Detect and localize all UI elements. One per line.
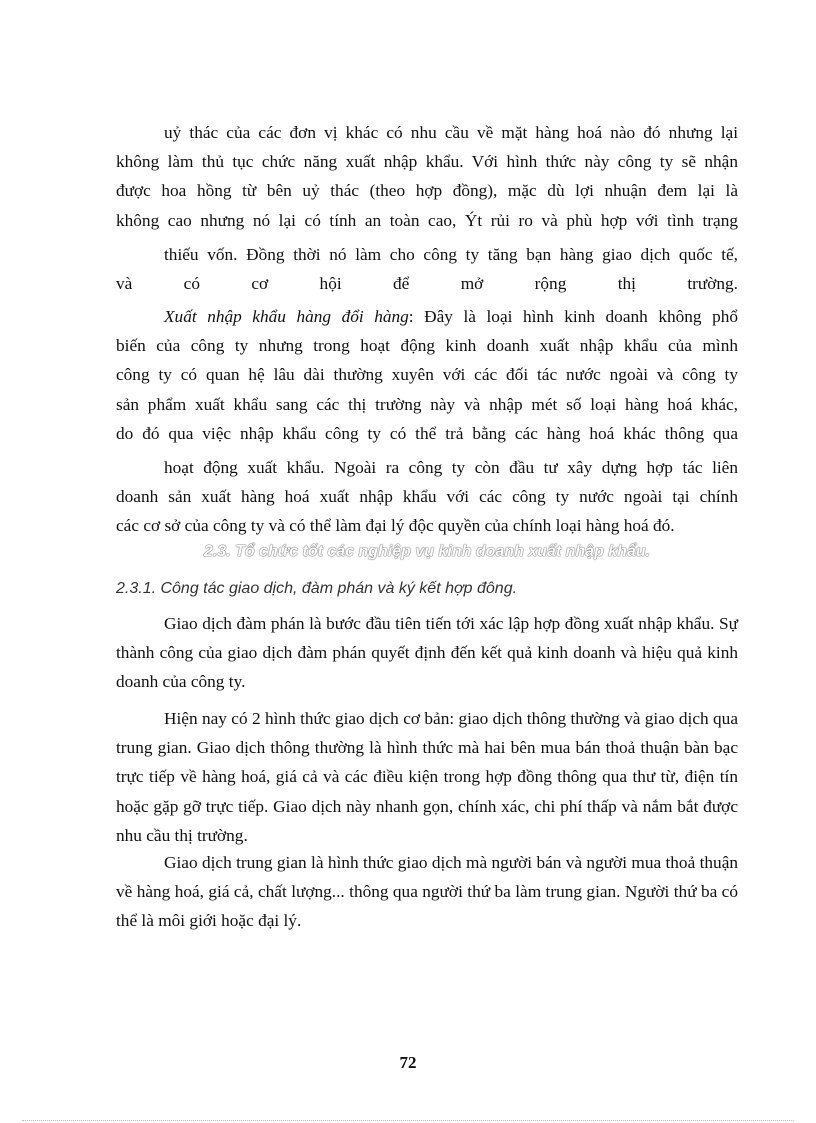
text-line: các cơ sở của công ty và có thể làm đại lý độc quyền của chính loại hàng hoá đó.: [116, 516, 675, 536]
bottom-divider: [22, 1120, 794, 1121]
text-line: do đó qua việc nhập khẩu công ty có thể trả bằng các hàng hoá khác thông qua: [116, 423, 738, 443]
italic-term: Xuất nhập khẩu hàng đổi hàng: [164, 307, 409, 326]
paragraph-text: Hiện nay có 2 hình thức giao dịch cơ bản: giao dịch thông thường và giao dịch qua trung gian. Giao dịch thông thường là hình thức mà hai bên mua bán thoả thuận bàn bạc trực tiếp về hàng hoá, giá cả và các điều kiện trong hợp đồng thông qua thư từ, điện tín hoặc gặp gỡ trực tiếp. Giao dịch này nhanh gọn, chính xác, chi phí thấp và nắm bắt được nhu cầu thị trường.: [116, 709, 738, 845]
page-number: 72: [399, 1053, 417, 1072]
text-line: doanh sản xuất hàng hoá xuất nhập khẩu với các công ty nước ngoài tại chính: [116, 487, 738, 507]
text-line: thiếu vốn. Đồng thời nó làm cho công ty tăng bạn hàng giao dịch quốc tế,: [164, 245, 738, 264]
text-line: [116, 302, 738, 331]
text-span: : Đây là loại hình kinh doanh không phổ: [408, 307, 738, 326]
paragraph-6: [116, 704, 738, 850]
paragraph-text: Giao dịch trung gian là hình thức giao dịch mà người bán và người mua thoả thuận về hàng hoá, giá cả, chất lượng... thông qua người thứ ba làm trung gian. Người thứ ba có thể là môi giới hoặc đại lý.: [116, 853, 738, 931]
text-line: không cao nhưng nó lại có tính an toàn cao, Ýt rủi ro và phù hợp với tình trạng: [116, 210, 738, 230]
paragraph-1: [116, 118, 738, 235]
paragraph-3: [116, 302, 738, 448]
paragraph-text: Giao dịch đàm phán là bước đầu tiên tiến tới xác lập hợp đồng xuất nhập khẩu. Sự thành công của giao dịch đàm phán quyết định đến kết quả kinh doanh và hiệu quả kinh doanh của công ty.: [116, 614, 738, 692]
paragraph-7: [116, 848, 738, 936]
paragraph-2: [116, 240, 738, 298]
text-line: và có cơ hội để mở rộng thị trường.: [116, 274, 738, 294]
text-line: không làm thủ tục chức năng xuất nhập khẩu. Với hình thức này công ty sẽ nhận: [116, 152, 738, 172]
section-heading: 2.3. Tổ chức tốt các nghiệp vụ kinh doanh xuất nhập khẩu.: [203, 543, 651, 560]
paragraph-4: [116, 453, 738, 541]
text-line: công ty có quan hệ lâu dài thường xuyên với các đối tác nước ngoài và công ty: [116, 365, 738, 385]
paragraph-5: [116, 609, 738, 697]
text-line: được hoa hồng từ bên uỷ thác (theo hợp đồng), mặc dù lợi nhuận đem lại là: [116, 181, 738, 201]
text-line: biến của công ty nhưng trong hoạt động kinh doanh xuất nhập khẩu của mình: [116, 336, 738, 356]
subsection-heading: 2.3.1. Công tác giao dịch, đàm phán và ký kết hợp đông.: [116, 580, 518, 597]
text-line: uỷ thác của các đơn vị khác có nhu cầu về mặt hàng hoá nào đó nhưng lại: [164, 123, 738, 142]
text-line: sản phẩm xuất khẩu sang các thị trường này và nhập mét số loại hàng hoá khác,: [116, 394, 738, 414]
text-line: hoạt động xuất khẩu. Ngoài ra công ty còn đầu tư xây dựng hợp tác liên: [164, 458, 738, 477]
